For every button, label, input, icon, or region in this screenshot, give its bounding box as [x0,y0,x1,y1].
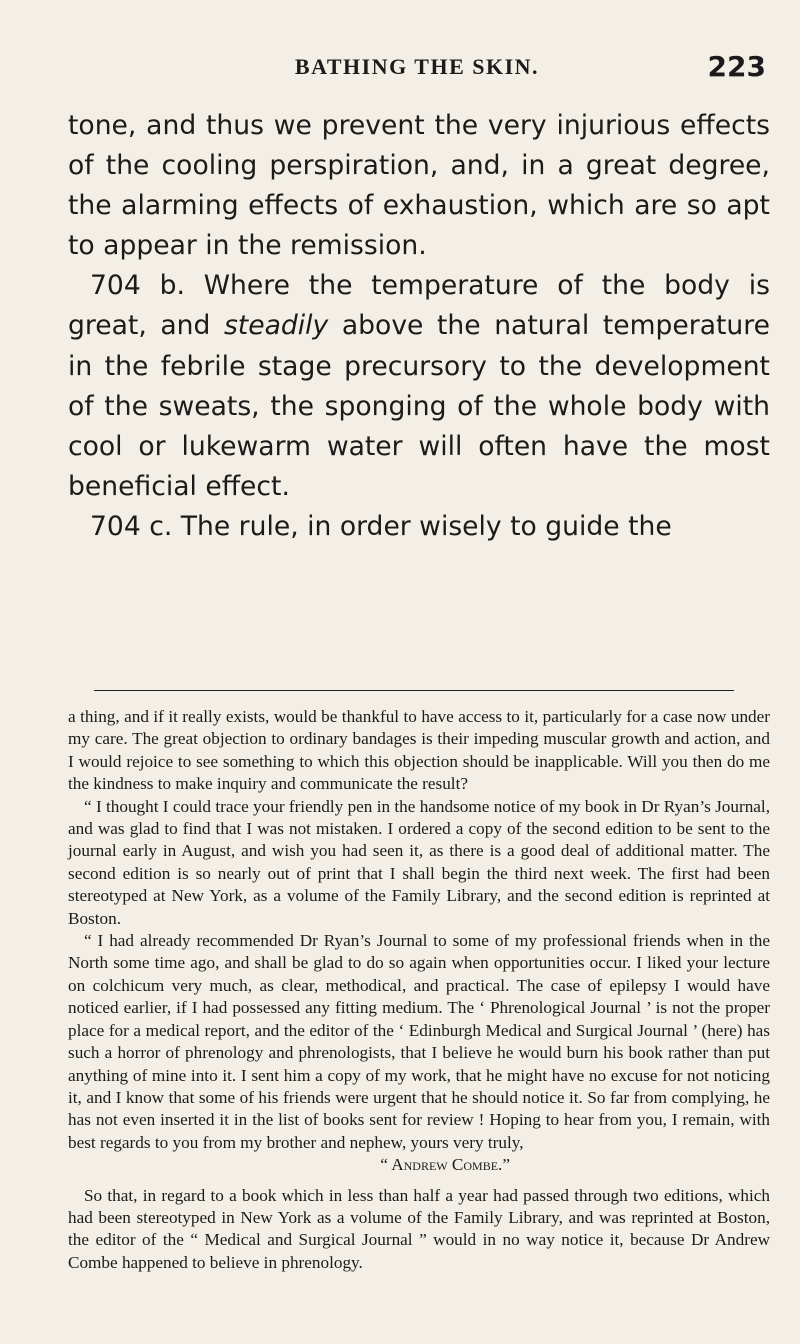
footnote-paragraph: “ I thought I could trace your friendly pen in the handsome notice of my book in Dr Ryan’s Journal, and was glad to find that I was not mistaken. I ordered a copy of the second edition to be sent to the journal early in August, and wish you had seen it, as there is a good deal of additional matter. The second edition is so nearly out of print that I shall begin the third next week. The first had been stereotyped at New York, as a volume of the Family Library, and the second edition is reprinted at Boston. [68,796,770,928]
footnote-divider [94,690,734,691]
section-number: 704 b. [90,270,185,302]
footnote-paragraph: a thing, and if it really exists, would be thankful to have access to it, particularly for a case now under my care. The great objection to ordinary bandages is their impeding muscular growth and action, and I would rejoice to see something to which this objection should be inapplicable. Will you then do me the kindness to make inquiry and communicate the result? [68,707,770,794]
footnote-signature: “ Andrew Combe.” [380,1155,510,1175]
main-text [68,106,770,547]
footnote [68,706,770,1274]
section-number: 704 c. [90,510,173,542]
paragraph-text: above the natural temperature in the febrile stage precursory to the development of the sweats, the sponging of the whole body with cool or lukewarm water will often have the most beneficial effect. [68,310,770,502]
paragraph-704c [68,507,770,547]
running-title: BATHING THE SKIN. [294,54,540,79]
footnote-paragraph: “ I had already recommended Dr Ryan’s Journal to some of my professional friends when in the North some time ago, and shall be glad to do so again when opportunities occur. I liked your lecture on colchicum very much, as clear, methodical, and practical. The case of epilepsy I would have noticed earlier, if I had possessed any fitting medium. The ‘ Phrenological Journal ’ is not the proper place for a medical report, and the editor of the ‘ Edinburgh Medical and Surgical Journal ’ (here) has such a horror of phrenology and phrenologists, that I believe he would burn his book rather than put anything of mine into it. I sent him a copy of my work, that he might have no excuse for not noticing it, and I know that some of his friends were urgent that he should notice it. So far from complying, he has not even inserted it in the list of books sent for review ! Hoping to hear from you, I remain, with best regards to you from my brother and nephew, yours very truly, [68,931,770,1152]
page-number: 223 [707,50,766,83]
emphasis-text: steadily [223,310,329,342]
paragraph-text: The rule, in order wisely to guide the [180,510,672,542]
paragraph-continuation: tone, and thus we prevent the very injurious effects of the cooling perspiration, and, in a great degree, the alarming effects of exhaustion, which are so apt to appear in the remission. [68,110,770,262]
footnote-paragraph: So that, in regard to a book which in less than half a year had passed through two editions, which had been stereotyped in New York as a volume of the Family Library, and was reprinted at Boston, the editor of the “ Medical and Surgical Journal ” would in no way notice it, because Dr Andrew Combe happened to believe in phrenology. [68,1185,770,1272]
page-header [68,50,766,86]
paragraph-704b [68,266,770,507]
paragraph-text: Where the temperature of the body is great, and [68,270,770,342]
